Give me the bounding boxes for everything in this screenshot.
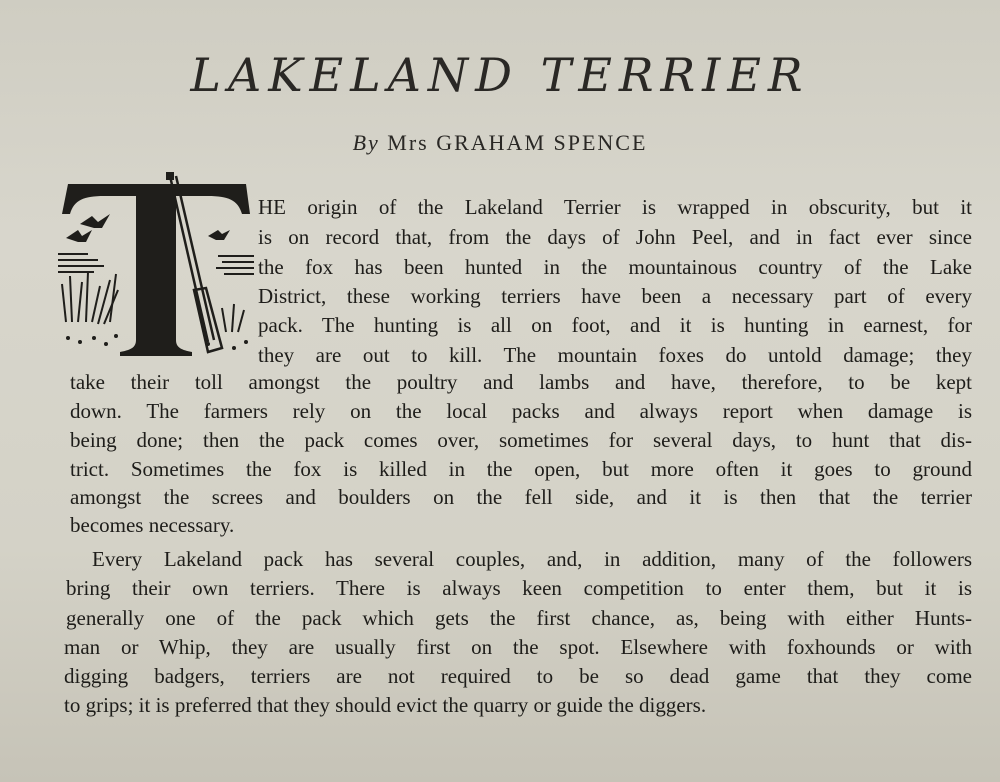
paragraph-1-line-6: they are out to kill. The mountain foxes do untold damage; they — [258, 343, 972, 367]
paragraph-1-line-8: down. The farmers rely on the local packs and always report when damage is — [70, 399, 972, 423]
paragraph-2-line-4: man or Whip, they are usually first on the spot. Elsewhere with foxhounds or with — [64, 635, 972, 659]
paragraph-2-line-2: bring their own terriers. There is always keen competition to enter them, but it is — [66, 576, 972, 600]
paragraph-1-line-10: trict. Sometimes the fox is killed in the open, but more often it goes to ground — [70, 457, 972, 481]
paragraph-1-line-4: District, these working terriers have been a necessary part of every — [258, 284, 972, 308]
paragraph-1-line-9: being done; then the pack comes over, sometimes for several days, to hunt that dis- — [70, 428, 972, 452]
byline-prefix: By — [352, 130, 380, 155]
paragraph-1-line-7: take their toll amongst the poultry and lambs and have, therefore, to be kept — [70, 370, 972, 394]
paragraph-1-line-5: pack. The hunting is all on foot, and it is hunting in earnest, for — [258, 313, 972, 337]
paragraph-2-line-3: generally one of the pack which gets the first chance, as, being with either Hunts- — [66, 606, 972, 630]
paragraph-2-line-6: to grips; it is preferred that they should evict the quarry or guide the diggers. — [64, 693, 707, 717]
paragraph-2-line-1: Every Lakeland pack has several couples, and, in addition, many of the followers — [92, 547, 972, 571]
paragraph-1-line-2: is on record that, from the days of John Peel, and in fact ever since — [258, 225, 972, 249]
byline — [0, 130, 1000, 156]
byline-author: Mrs GRAHAM SPENCE — [387, 130, 648, 155]
drop-cap-illustration — [58, 172, 254, 358]
paragraph-1-line-11: amongst the screes and boulders on the fell side, and it is then that the terrier — [70, 485, 972, 509]
paragraph-1-line-12: becomes necessary. — [70, 513, 235, 537]
paragraph-1-line-3: the fox has been hunted in the mountainous country of the Lake — [258, 255, 972, 279]
paragraph-2-line-5: digging badgers, terriers are not required to be so dead game that they come — [64, 664, 972, 688]
article-title: LAKELAND TERRIER — [190, 48, 810, 102]
paragraph-1-line-1: HE origin of the Lakeland Terrier is wrapped in obscurity, but it — [258, 195, 972, 219]
